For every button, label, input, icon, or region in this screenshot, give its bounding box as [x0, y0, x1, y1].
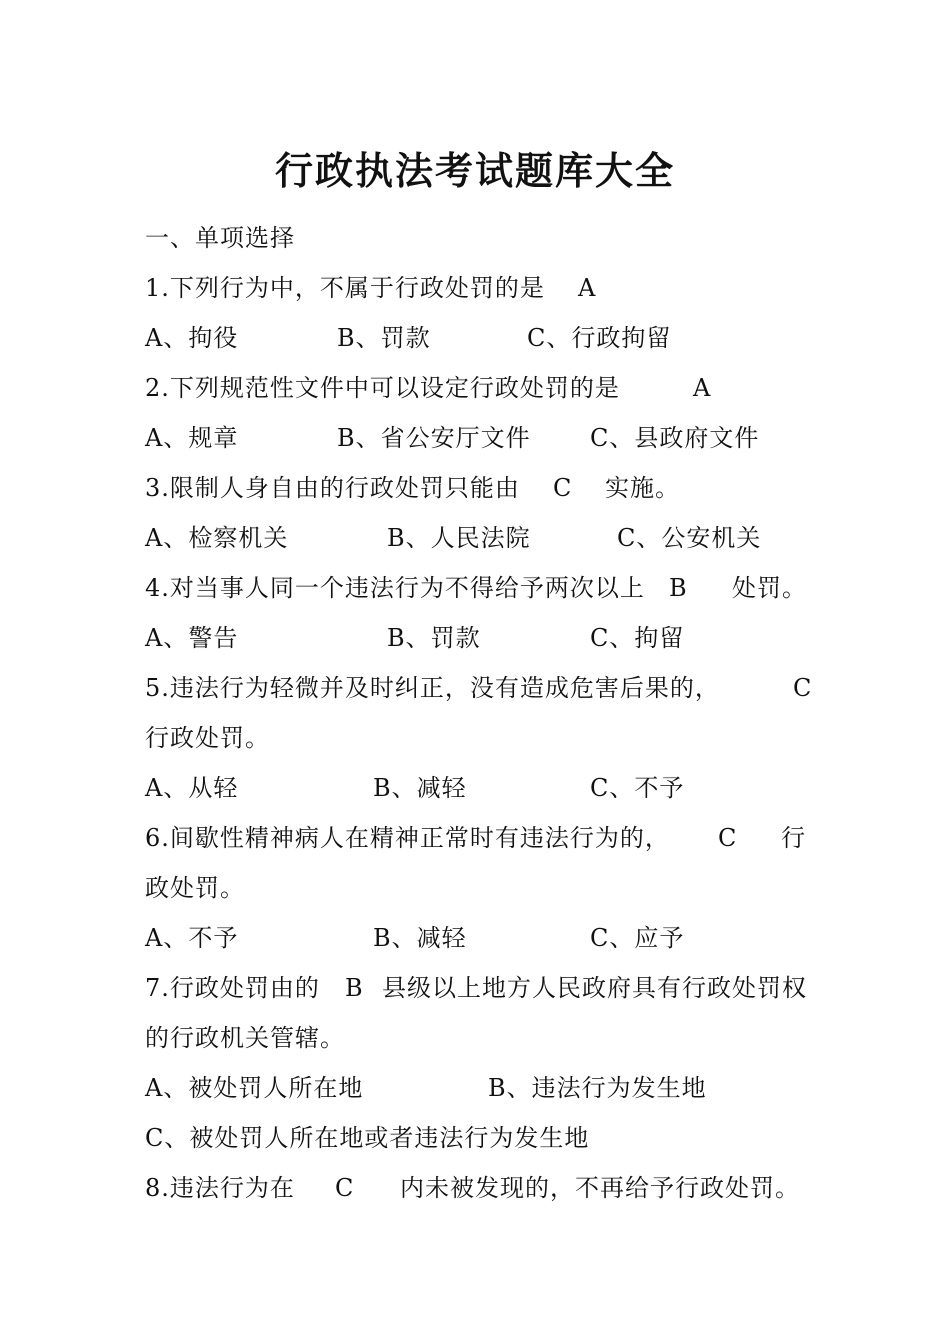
- answer-3: C: [553, 474, 572, 502]
- q6-option-b: B、减轻: [373, 924, 467, 952]
- answer-4: B: [669, 574, 687, 602]
- question-6: 6.间歇性精神病人在精神正常时有违法行为的，: [145, 824, 670, 852]
- q5-option-c: C、不予: [590, 774, 685, 802]
- q1-option-b: B、罚款: [337, 324, 431, 352]
- question-6-tail: 行: [781, 824, 806, 852]
- question-8-tail: 内未被发现的，不再给予行政处罚。: [400, 1174, 800, 1202]
- q4-option-c: C、拘留: [590, 624, 685, 652]
- q7-option-b: B、违法行为发生地: [488, 1074, 707, 1102]
- question-3-tail: 实施。: [605, 474, 680, 502]
- q4-option-b: B、罚款: [387, 624, 481, 652]
- q2-option-a: A、规章: [145, 424, 239, 452]
- q2-option-b: B、省公安厅文件: [337, 424, 531, 452]
- q7-option-c: C、被处罚人所在地或者违法行为发生地: [145, 1124, 590, 1152]
- question-2: 2.下列规范性文件中可以设定行政处罚的是: [145, 374, 620, 402]
- q1-option-a: A、拘役: [145, 324, 239, 352]
- q1-option-c: C、行政拘留: [527, 324, 672, 352]
- q5-option-b: B、减轻: [373, 774, 467, 802]
- question-4: 4.对当事人同一个违法行为不得给予两次以上: [145, 574, 645, 602]
- answer-8: C: [335, 1174, 354, 1202]
- section-heading: 一、单项选择: [145, 224, 295, 252]
- question-7: 7.行政处罚由的: [145, 974, 320, 1002]
- question-4-tail: 处罚。: [732, 574, 807, 602]
- question-7-tail: 县级以上地方人民政府具有行政处罚权: [382, 974, 807, 1002]
- q7-option-a: A、被处罚人所在地: [145, 1074, 364, 1102]
- answer-1: A: [578, 274, 596, 302]
- q5-option-a: A、从轻: [145, 774, 239, 802]
- q6-option-c: C、应予: [590, 924, 685, 952]
- question-8: 8.违法行为在: [145, 1174, 295, 1202]
- q6-option-a: A、不予: [145, 924, 239, 952]
- answer-6: C: [718, 824, 737, 852]
- answer-2: A: [693, 374, 711, 402]
- question-3: 3.限制人身自由的行政处罚只能由: [145, 474, 520, 502]
- q2-option-c: C、县政府文件: [590, 424, 760, 452]
- question-7-line2: 的行政机关管辖。: [145, 1024, 345, 1052]
- question-6-line2: 政处罚。: [145, 874, 245, 902]
- page-title: 行政执法考试题库大全: [274, 148, 675, 193]
- question-5: 5.违法行为轻微并及时纠正，没有造成危害后果的，: [145, 674, 720, 702]
- answer-5: C: [793, 674, 812, 702]
- question-5-line2: 行政处罚。: [145, 724, 270, 752]
- q3-option-b: B、人民法院: [387, 524, 531, 552]
- q4-option-a: A、警告: [145, 624, 239, 652]
- q3-option-c: C、公安机关: [617, 524, 762, 552]
- q3-option-a: A、检察机关: [145, 524, 289, 552]
- question-1: 1.下列行为中，不属于行政处罚的是: [145, 274, 545, 302]
- answer-7: B: [345, 974, 363, 1002]
